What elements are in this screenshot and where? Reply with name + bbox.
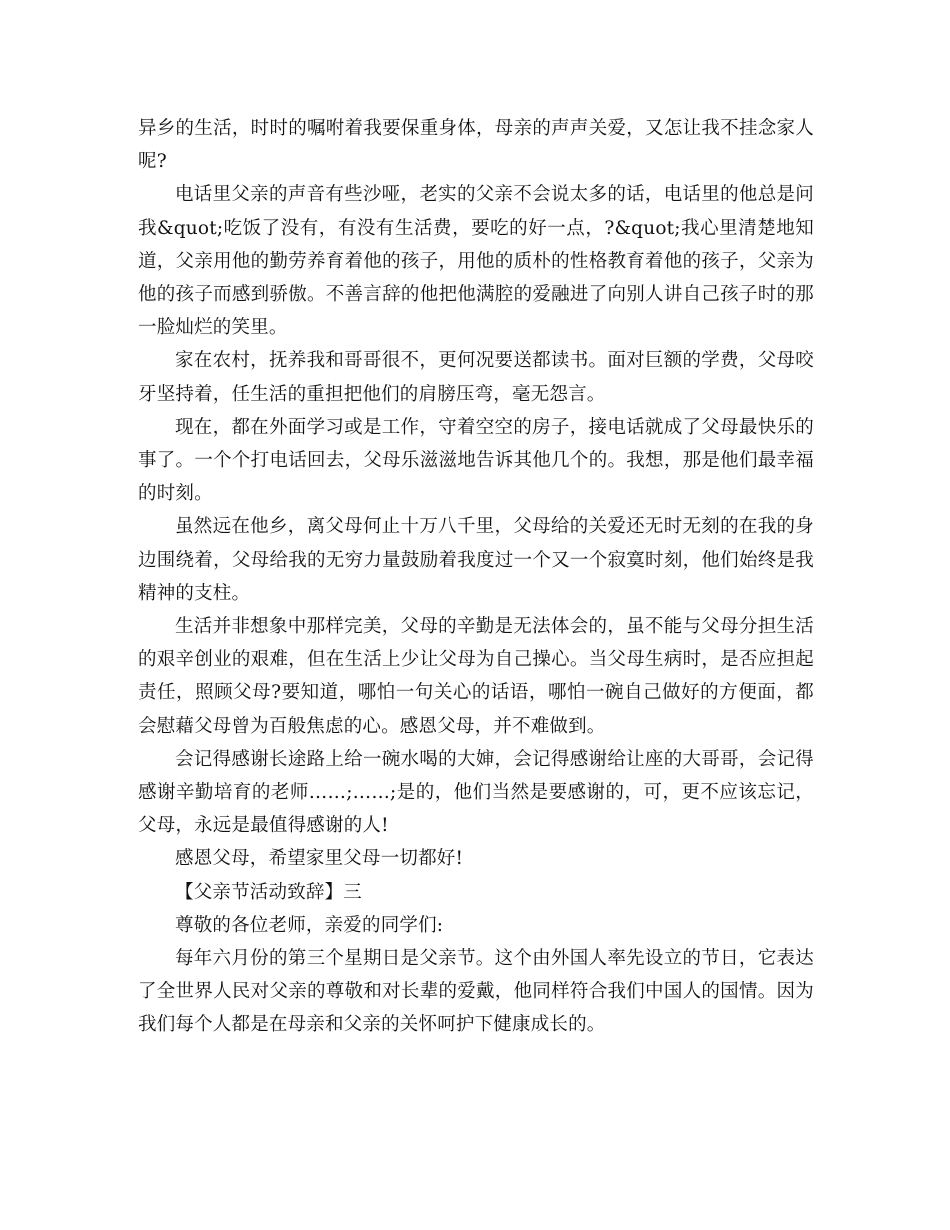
paragraph-1: 异乡的生活，时时的嘱咐着我要保重身体，母亲的声声关爱，又怎让我不挂念家人呢? [138, 118, 814, 173]
paragraph-7: 会记得感谢长途路上给一碗水喝的大婶，会记得感谢给让座的大哥哥，会记得感谢辛勤培育的老师……;……;是的，他们当然是要感谢的，可，更不应该忘记，父母，永远是最值得感谢的人! [138, 748, 814, 837]
document-body [138, 112, 814, 1042]
paragraph-4: 现在，都在外面学习或是工作，守着空空的房子，接电话就成了父母最快乐的事了。一个个打电话回去，父母乐滋滋地告诉其他几个的。我想，那是他们最幸福的时刻。 [138, 416, 814, 505]
section-heading: 【父亲节活动致辞】三 [175, 881, 363, 903]
paragraph-2: 电话里父亲的声音有些沙哑，老实的父亲不会说太多的话，电话里的他总是问我&quot;吃饭了没有，有没有生活费，要吃的好一点，?&quot;我心里清楚地知道，父亲用他的勤劳养育着他的孩子，用他的质朴的性格教育着他的孩子，父亲为他的孩子而感到骄傲。不善言辞的他把他满腔的爱融进了向别人讲自己孩子时的那一脸灿烂的笑里。 [138, 184, 814, 339]
salutation: 尊敬的各位老师，亲爱的同学们: [175, 914, 444, 936]
paragraph-3: 家在农村，抚养我和哥哥很不，更何况要送都读书。面对巨额的学费，父母咬牙坚持着，任生活的重担把他们的肩膀压弯，毫无怨言。 [138, 350, 814, 405]
paragraph-5: 虽然远在他乡，离父母何止十万八千里，父母给的关爱还无时无刻的在我的身边围绕着，父母给我的无穷力量鼓励着我度过一个又一个寂寞时刻，他们始终是我精神的支柱。 [138, 516, 814, 604]
paragraph-6: 生活并非想象中那样完美，父母的辛勤是无法体会的，虽不能与父母分担生活的艰辛创业的艰难，但在生活上少让父母为自己操心。当父母生病时，是否应担起责任，照顾父母?要知道，哪怕一句关心的话语，哪怕一碗自己做好的方便面，都会慰藉父母曾为百般焦虑的心。感恩父母，并不难做到。 [138, 616, 814, 737]
paragraph-11: 每年六月份的第三个星期日是父亲节。这个由外国人率先设立的节日，它表达了全世界人民对父亲的尊敬和对长辈的爱戴，他同样符合我们中国人的国情。因为我们每个人都是在母亲和父亲的关怀呵护下健康成长的。 [138, 948, 814, 1036]
paragraph-8: 感恩父母，希望家里父母一切都好! [175, 848, 464, 870]
